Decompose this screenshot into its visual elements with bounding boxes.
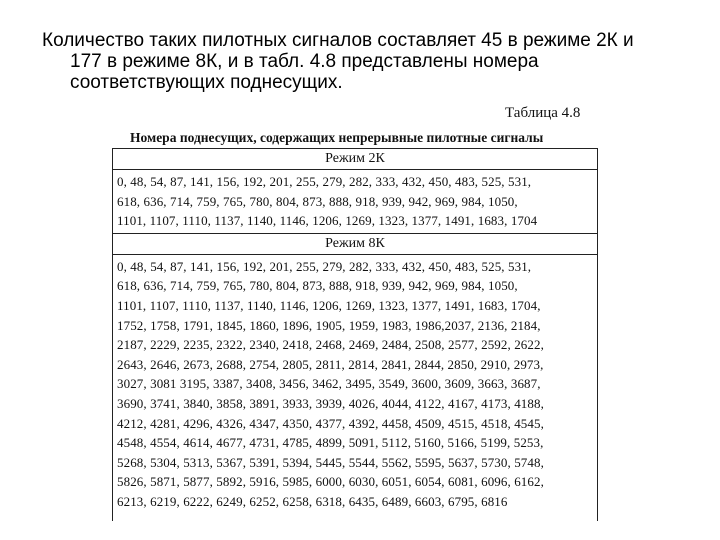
table-row: 618, 636, 714, 759, 765, 780, 804, 873, 888, 918, 939, 942, 969, 984, 1050, bbox=[117, 278, 518, 294]
table-row: 6213, 6219, 6222, 6249, 6252, 6258, 6318, 6435, 6489, 6603, 6795, 6816 bbox=[117, 493, 508, 509]
table-row: 5268, 5304, 5313, 5367, 5391, 5394, 5445, 5544, 5562, 5595, 5637, 5730, 5748, bbox=[117, 454, 544, 470]
section-rows-8k bbox=[113, 255, 597, 514]
table-row: 0, 48, 54, 87, 141, 156, 192, 201, 255, 279, 282, 333, 432, 450, 483, 525, 531, bbox=[117, 174, 532, 189]
table-row: 3027, 3081 3195, 3387, 3408, 3456, 3462, 3495, 3549, 3600, 3609, 3663, 3687, bbox=[117, 376, 541, 392]
intro-paragraph bbox=[42, 30, 702, 93]
table-row: 1752, 1758, 1791, 1845, 1860, 1896, 1905, 1959, 1983, 1986,2037, 2136, 2184, bbox=[117, 317, 541, 333]
table-row: 4212, 4281, 4296, 4326, 4347, 4350, 4377, 4392, 4458, 4509, 4515, 4518, 4545, bbox=[117, 415, 544, 431]
table-row: 5826, 5871, 5877, 5892, 5916, 5985, 6000, 6030, 6051, 6054, 6081, 6096, 6162, bbox=[117, 474, 544, 490]
table-row: 1101, 1107, 1110, 1137, 1140, 1146, 1206, 1269, 1323, 1377, 1491, 1683, 1704 bbox=[117, 213, 538, 229]
section-rows-2k bbox=[113, 170, 597, 233]
section-header-2k: Режим 2К bbox=[113, 149, 597, 170]
table-row: 3690, 3741, 3840, 3858, 3891, 3933, 3939, 4026, 4044, 4122, 4167, 4173, 4188, bbox=[117, 395, 544, 411]
table-row: 618, 636, 714, 759, 765, 780, 804, 873, 888, 918, 939, 942, 969, 984, 1050, bbox=[117, 193, 518, 209]
paragraph-line: Количество таких пилотных сигналов составляет 45 в режиме 2К и bbox=[42, 30, 634, 51]
table-title: Номера поднесущих, содержащих непрерывные пилотные сигналы bbox=[130, 130, 544, 145]
paragraph-line: соответствующих поднесущих. bbox=[70, 72, 343, 93]
table-row: 2643, 2646, 2673, 2688, 2754, 2805, 2811, 2814, 2841, 2844, 2850, 2910, 2973, bbox=[117, 356, 544, 372]
subcarrier-table bbox=[112, 148, 598, 521]
table-row: 0, 48, 54, 87, 141, 156, 192, 201, 255, 279, 282, 333, 432, 450, 483, 525, 531, bbox=[117, 258, 532, 274]
table-row: 2187, 2229, 2235, 2322, 2340, 2418, 2468, 2469, 2484, 2508, 2577, 2592, 2622, bbox=[117, 337, 544, 353]
table-caption: Таблица 4.8 bbox=[505, 105, 581, 121]
paragraph-line: 177 в режиме 8К, и в табл. 4.8 представлены номера bbox=[70, 51, 539, 72]
table-row: 4548, 4554, 4614, 4677, 4731, 4785, 4899, 5091, 5112, 5160, 5166, 5199, 5253, bbox=[117, 435, 544, 451]
table-row: 1101, 1107, 1110, 1137, 1140, 1146, 1206, 1269, 1323, 1377, 1491, 1683, 1704, bbox=[117, 297, 541, 313]
section-header-8k: Режим 8К bbox=[113, 233, 597, 255]
